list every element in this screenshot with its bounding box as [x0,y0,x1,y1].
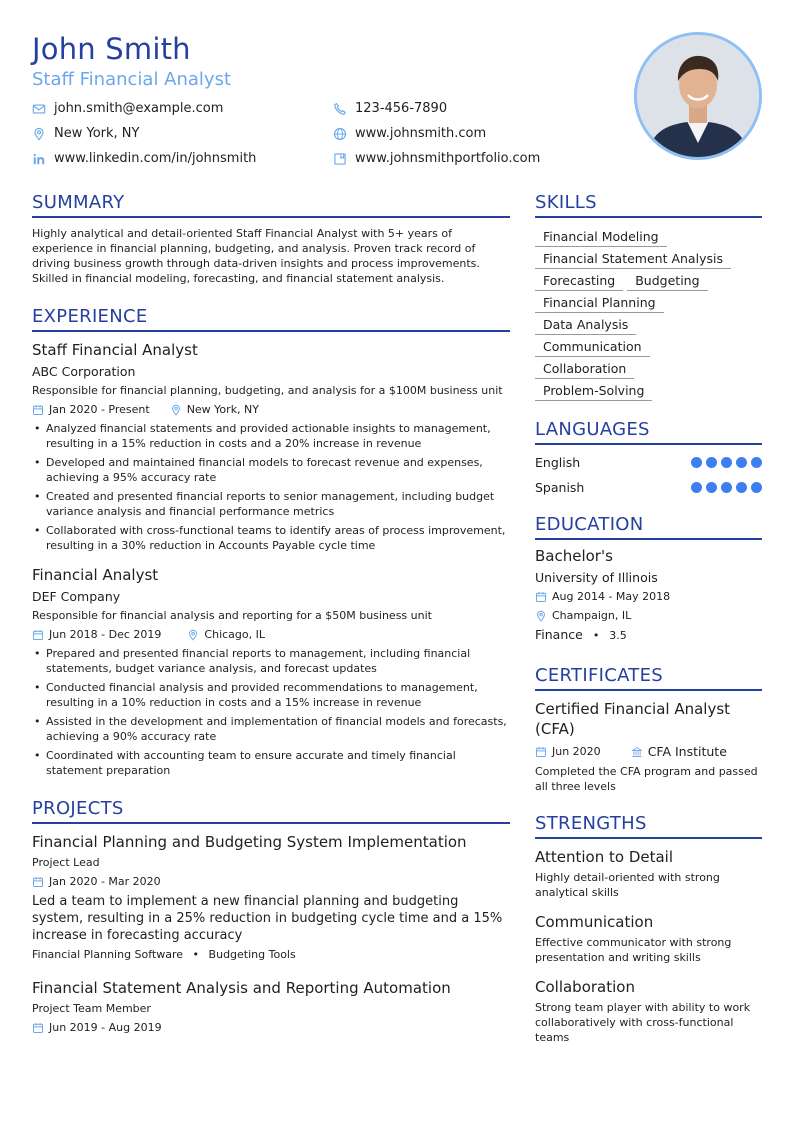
contact-location [32,126,139,141]
proficiency-dot [721,482,732,493]
job-meta [32,402,510,417]
resume-header [32,30,632,170]
proficiency-dot [736,482,747,493]
education-field-row [535,626,762,644]
strength-description: Highly detail-oriented with strong analytical skills [535,871,720,899]
certificates-heading: CERTIFICATES [535,665,762,691]
languages-heading: LANGUAGES [535,419,762,445]
proficiency-dot [691,482,702,493]
phone-icon [333,102,347,116]
skills-list [535,225,762,401]
education-entry [535,546,762,644]
location-pin-icon [170,404,182,416]
language-name: English [535,455,581,470]
separator-dot: • [592,629,600,642]
strength-entry [535,847,762,900]
education-location-row [535,608,762,623]
skill-tag: Forecasting [535,272,623,291]
proficiency-dot [691,457,702,468]
skill-tag: Data Analysis [535,316,636,335]
certificate-title: Certified Financial Analyst (CFA) [535,700,731,738]
education-dates: Aug 2014 - May 2018 [552,590,671,603]
globe-icon [333,127,347,141]
job-entry [32,565,510,778]
strength-entry [535,912,762,965]
calendar-icon [32,404,44,416]
phone-text: 123-456-7890 [355,101,448,116]
list-item: • Created and presented financial reports to senior management, including budget variance analysis and financial performance metrics [32,489,510,519]
contact-phone[interactable] [333,101,447,116]
skill-tag: Financial Statement Analysis [535,250,731,269]
profile-photo [634,32,762,160]
job-bullets [32,646,510,778]
list-item: • Coordinated with accounting team to ensure accurate and timely financial statement preparation [32,748,510,778]
project-meta [32,874,510,889]
job-location: Chicago, IL [204,628,265,641]
list-item: • Analyzed financial statements and provided actionable insights to management, resulting in a 15% reduction in costs and a 20% increase in revenue [32,421,510,451]
job-title: Staff Financial Analyst [32,341,198,359]
project-entry [32,832,510,962]
strength-entry [535,977,762,1045]
strength-title: Collaboration [535,978,635,996]
project-description: Led a team to implement a new financial planning and budgeting system, resulting in a 25% reduction in budgeting cycle time and a 15% increase in forecasting accuracy [32,894,503,943]
mail-icon [32,102,46,116]
linkedin-icon [32,152,46,166]
company-name: ABC Corporation [32,364,136,379]
left-column [32,192,510,1035]
location-pin-icon [535,610,547,622]
project-role: Project Team Member [32,1002,151,1015]
skill-tag: Collaboration [535,360,634,379]
job-description: Responsible for financial analysis and reporting for a $50M business unit [32,609,432,622]
job-title: Financial Analyst [32,566,159,584]
summary-text: Highly analytical and detail-oriented Staff Financial Analyst with 5+ years of experience in financial planning, budgeting, and analysis. Proven track record of driving business growth through data-driven insights and process improvements. Skilled in financial modeling, forecasting, and financial statement analysis. [32,227,480,285]
list-item: • Conducted financial analysis and provided recommendations to management, resulting in a 10% reduction in costs and a 15% increase in revenue [32,680,510,710]
linkedin-text: www.linkedin.com/in/johnsmith [54,151,257,166]
skill-tag: Financial Planning [535,294,664,313]
portfolio-text: www.johnsmithportfolio.com [355,151,541,166]
contact-portfolio[interactable] [333,151,540,166]
website-text: www.johnsmith.com [355,126,487,141]
contact-email[interactable] [32,101,223,116]
degree: Bachelor's [535,547,613,565]
summary-heading: SUMMARY [32,192,510,218]
job-dates: Jun 2018 - Dec 2019 [49,628,162,641]
job-entry [32,340,510,553]
portfolio-icon [333,152,347,166]
language-row [535,475,762,500]
proficiency-dot [736,457,747,468]
strength-title: Attention to Detail [535,848,674,866]
proficiency-dot [706,457,717,468]
contact-website[interactable] [333,126,486,141]
calendar-icon [535,746,547,758]
education-gpa: 3.5 [609,629,627,642]
separator-dot: • [192,948,200,961]
proficiency-dot [721,457,732,468]
skills-heading: SKILLS [535,192,762,218]
list-item: • Collaborated with cross-functional teams to identify areas of process improvement, resulting in a 30% reduction in Accounts Payable cycle time [32,523,510,553]
language-level [687,482,762,493]
education-field: Finance [535,627,583,642]
project-tool: Budgeting Tools [208,948,296,961]
language-row [535,450,762,475]
certificate-entry [535,699,762,794]
avatar-illustration [637,35,759,157]
project-title: Financial Statement Analysis and Reporting Automation [32,979,451,997]
project-title: Financial Planning and Budgeting System Implementation [32,833,467,851]
job-description: Responsible for financial planning, budgeting, and analysis for a $100M business unit [32,384,503,397]
school: University of Illinois [535,570,658,585]
skill-tag: Financial Modeling [535,228,667,247]
education-dates-row [535,589,762,604]
proficiency-dot [751,482,762,493]
skill-tag: Problem-Solving [535,382,652,401]
skill-tag: Communication [535,338,650,357]
company-name: DEF Company [32,589,121,604]
strength-description: Strong team player with ability to work collaboratively with cross-functional teams [535,1001,751,1044]
projects-heading: PROJECTS [32,798,510,824]
project-dates: Jun 2019 - Aug 2019 [49,1021,162,1034]
candidate-title: Staff Financial Analyst [32,69,232,90]
education-location: Champaign, IL [552,609,632,622]
list-item: • Prepared and presented financial reports to management, including financial statements, budget variance analysis, and forecast updates [32,646,510,676]
experience-heading: EXPERIENCE [32,306,510,332]
proficiency-dot [751,457,762,468]
certificate-meta [535,744,762,759]
language-level [687,457,762,468]
project-role: Project Lead [32,856,100,869]
strengths-heading: STRENGTHS [535,813,762,839]
institution-icon [631,746,643,758]
right-column [535,192,762,1045]
project-meta [32,1020,510,1035]
strength-description: Effective communicator with strong presentation and writing skills [535,936,732,964]
languages-list [535,450,762,500]
location-pin-icon [187,629,199,641]
email-text: john.smith@example.com [54,101,224,116]
contact-linkedin[interactable] [32,151,256,166]
calendar-icon [32,876,44,888]
job-location: New York, NY [186,403,259,416]
education-heading: EDUCATION [535,514,762,540]
list-item: • Assisted in the development and implementation of financial models and forecasts, achieving a 90% accuracy rate [32,714,510,744]
calendar-icon [535,591,547,603]
project-tools [32,947,510,962]
certificate-date: Jun 2020 [552,745,601,758]
strength-title: Communication [535,913,654,931]
certificate-description: Completed the CFA program and passed all three levels [535,765,758,793]
job-bullets [32,421,510,553]
location-text: New York, NY [54,126,140,141]
project-entry [32,978,510,1035]
skill-tag: Budgeting [627,272,707,291]
certificate-issuer: CFA Institute [647,744,727,759]
location-pin-icon [32,127,46,141]
job-meta [32,627,510,642]
proficiency-dot [706,482,717,493]
calendar-icon [32,629,44,641]
language-name: Spanish [535,480,585,495]
list-item: • Developed and maintained financial models to forecast revenue and expenses, achieving a 95% accuracy rate [32,455,510,485]
job-dates: Jan 2020 - Present [49,403,150,416]
candidate-name: John Smith [32,32,191,66]
project-dates: Jan 2020 - Mar 2020 [49,875,161,888]
calendar-icon [32,1022,44,1034]
project-tool: Financial Planning Software [32,948,184,961]
